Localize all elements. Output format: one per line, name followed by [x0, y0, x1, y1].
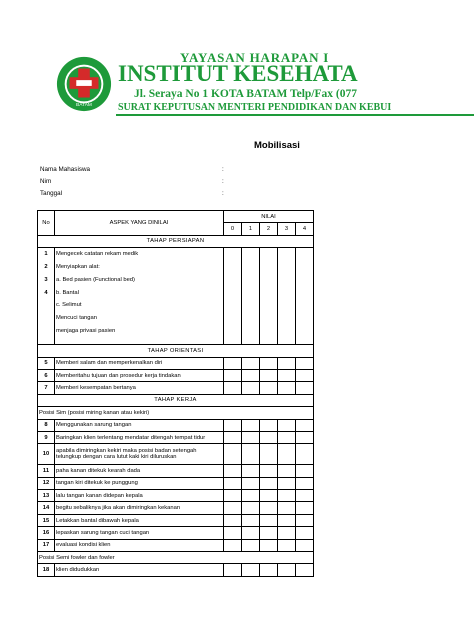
- cell-line: telungkup dengan cara lutut kaki kiri diluruskan: [56, 454, 177, 461]
- score-cell[interactable]: [296, 502, 314, 514]
- institute-logo: [55, 55, 113, 113]
- score-cell[interactable]: [278, 502, 296, 514]
- row-text: evaluasi kondisi klien: [55, 539, 224, 551]
- score-cell[interactable]: [242, 502, 260, 514]
- subsection-posisi-sim: Posisi Sim (posisi miring kanan atau kekiri): [38, 407, 314, 419]
- score-cell[interactable]: [296, 527, 314, 539]
- score-cell[interactable]: [242, 514, 260, 526]
- row-number: 7: [38, 382, 55, 394]
- info-label: Nama Mahasiswa: [40, 166, 91, 173]
- row-number: 12: [38, 477, 55, 489]
- score-cell[interactable]: [260, 248, 278, 345]
- score-cell[interactable]: [296, 490, 314, 502]
- page-title: Mobilisasi: [254, 140, 300, 151]
- cell-line: Mengecek catatan rekam medik: [56, 251, 139, 258]
- score-2-header: 2: [260, 223, 278, 235]
- score-cell[interactable]: [242, 419, 260, 431]
- score-cell[interactable]: [260, 477, 278, 489]
- header-nilai: NILAI: [224, 211, 314, 223]
- cell-line: Menyiapkan alat:: [56, 263, 100, 270]
- score-cell[interactable]: [242, 357, 260, 369]
- row-number: 11: [38, 465, 55, 477]
- score-cell[interactable]: [224, 564, 242, 576]
- score-cell[interactable]: [224, 248, 242, 345]
- score-cell[interactable]: [260, 539, 278, 551]
- score-cell[interactable]: [278, 444, 296, 465]
- cell-line: menjaga privasi pasien: [56, 327, 116, 334]
- score-cell[interactable]: [278, 477, 296, 489]
- cell-line: c. Selimut: [56, 302, 82, 309]
- score-cell[interactable]: [296, 564, 314, 576]
- score-cell[interactable]: [296, 369, 314, 381]
- header-aspek: ASPEK YANG DINILAI: [55, 211, 224, 236]
- score-cell[interactable]: [242, 490, 260, 502]
- score-cell[interactable]: [296, 539, 314, 551]
- row-text: paha kanan ditekuk kearah dada: [55, 465, 224, 477]
- score-cell[interactable]: [224, 527, 242, 539]
- score-cell[interactable]: [224, 369, 242, 381]
- score-cell[interactable]: [278, 490, 296, 502]
- score-cell[interactable]: [242, 527, 260, 539]
- subsection-posisi-fowler: Posisi Semi fowler dan fowler: [38, 552, 314, 564]
- score-cell[interactable]: [278, 248, 296, 345]
- info-row-tanggal: Tanggal :: [40, 190, 224, 197]
- score-cell[interactable]: [278, 357, 296, 369]
- score-cell[interactable]: [224, 431, 242, 443]
- score-cell[interactable]: [296, 444, 314, 465]
- score-cell[interactable]: [278, 369, 296, 381]
- info-row-nama: Nama Mahasiswa :: [40, 166, 224, 173]
- row-number: 8: [38, 419, 55, 431]
- row-text: begitu sebaliknya jika akan dimiringkan kekanan: [55, 502, 224, 514]
- persiapan-numbers: [38, 248, 55, 345]
- info-label: Tanggal: [40, 190, 63, 197]
- score-cell[interactable]: [296, 419, 314, 431]
- row-text: Memberitahu tujuan dan prosedur kerja tindakan: [55, 369, 224, 381]
- score-cell[interactable]: [296, 431, 314, 443]
- score-cell[interactable]: [278, 514, 296, 526]
- score-cell[interactable]: [296, 357, 314, 369]
- row-text: lalu tangan kanan didepan kepala: [55, 490, 224, 502]
- score-cell[interactable]: [278, 431, 296, 443]
- score-cell[interactable]: [242, 477, 260, 489]
- row-number: 6: [38, 369, 55, 381]
- decree-line: SURAT KEPUTUSAN MENTERI PENDIDIKAN DAN KEBUI: [118, 102, 392, 113]
- score-cell[interactable]: [296, 382, 314, 394]
- row-number: 15: [38, 514, 55, 526]
- score-cell[interactable]: [224, 477, 242, 489]
- row-text: Letakkan bantal dibawah kepala: [55, 514, 224, 526]
- score-cell[interactable]: [296, 248, 314, 345]
- score-cell[interactable]: [242, 564, 260, 576]
- score-cell[interactable]: [242, 248, 260, 345]
- row-number: 14: [38, 502, 55, 514]
- score-cell[interactable]: [296, 514, 314, 526]
- score-cell[interactable]: [260, 564, 278, 576]
- score-cell[interactable]: [260, 490, 278, 502]
- cell-line: 4: [44, 289, 48, 296]
- row-text: Baringkan klien terlentang mendatar ditengah tempat tidur: [55, 431, 224, 443]
- cell-line: 3: [44, 276, 48, 283]
- score-cell[interactable]: [224, 514, 242, 526]
- score-4-header: 4: [296, 223, 314, 235]
- score-cell[interactable]: [224, 357, 242, 369]
- score-cell[interactable]: [278, 539, 296, 551]
- cell-line: apabila dimiringkan kekiri maka posisi badan setengah: [56, 448, 197, 455]
- score-cell[interactable]: [260, 419, 278, 431]
- assessment-table: [37, 210, 314, 577]
- score-cell[interactable]: [224, 444, 242, 465]
- row-number: 10: [38, 444, 55, 465]
- header-divider: [116, 114, 474, 116]
- score-cell[interactable]: [242, 444, 260, 465]
- score-cell[interactable]: [278, 527, 296, 539]
- row-text: Memberi salam dan memperkenalkan diri: [55, 357, 224, 369]
- row-text: tangan kiri ditekuk ke punggung: [55, 477, 224, 489]
- score-cell[interactable]: [224, 490, 242, 502]
- score-cell[interactable]: [296, 477, 314, 489]
- score-cell[interactable]: [224, 465, 242, 477]
- score-cell[interactable]: [296, 465, 314, 477]
- score-cell[interactable]: [224, 382, 242, 394]
- score-cell[interactable]: [278, 564, 296, 576]
- score-cell[interactable]: [260, 357, 278, 369]
- row-number: 17: [38, 539, 55, 551]
- score-cell[interactable]: [260, 502, 278, 514]
- info-row-nim: Nim :: [40, 178, 224, 185]
- row-text: klien didudukkan: [55, 564, 224, 576]
- section-orientasi: TAHAP ORIENTASI: [38, 345, 314, 357]
- score-cell[interactable]: [278, 382, 296, 394]
- persiapan-items: [55, 248, 224, 345]
- row-number: 18: [38, 564, 55, 576]
- logo-text: BATAM: [76, 103, 92, 109]
- section-kerja: TAHAP KERJA: [38, 394, 314, 406]
- cell-line: b. Bantal: [56, 289, 79, 296]
- row-number: 5: [38, 357, 55, 369]
- score-1-header: 1: [242, 223, 260, 235]
- row-text: lepaskan sarung tangan cuci tangan: [55, 527, 224, 539]
- header-no: No: [38, 211, 55, 236]
- score-cell[interactable]: [260, 514, 278, 526]
- score-cell[interactable]: [260, 382, 278, 394]
- cell-line: 2: [44, 263, 48, 270]
- cell-line: a. Bed pasien (Functional bed): [56, 276, 135, 283]
- score-cell[interactable]: [242, 539, 260, 551]
- score-cell[interactable]: [278, 419, 296, 431]
- score-cell[interactable]: [260, 444, 278, 465]
- row-text: [55, 444, 224, 465]
- row-number: 13: [38, 490, 55, 502]
- score-cell[interactable]: [260, 465, 278, 477]
- score-cell[interactable]: [242, 465, 260, 477]
- row-number: 16: [38, 527, 55, 539]
- score-3-header: 3: [278, 223, 296, 235]
- score-cell[interactable]: [260, 527, 278, 539]
- row-number: 9: [38, 431, 55, 443]
- score-cell[interactable]: [260, 369, 278, 381]
- cell-line: 1: [44, 251, 48, 258]
- score-0-header: 0: [224, 223, 242, 235]
- score-cell[interactable]: [224, 419, 242, 431]
- score-cell[interactable]: [260, 431, 278, 443]
- institute-name: INSTITUT KESEHATA: [118, 61, 358, 86]
- info-label: Nim: [40, 178, 52, 185]
- score-cell[interactable]: [242, 382, 260, 394]
- section-persiapan: TAHAP PERSIAPAN: [38, 235, 314, 247]
- row-text: Menggunakan sarung tangan: [55, 419, 224, 431]
- row-text: Memberi kesempatan bertanya: [55, 382, 224, 394]
- institute-address: Jl. Seraya No 1 KOTA BATAM Telp/Fax (077: [134, 88, 357, 100]
- score-cell[interactable]: [242, 431, 260, 443]
- score-cell[interactable]: [278, 465, 296, 477]
- score-cell[interactable]: [224, 539, 242, 551]
- cell-line: Mencuci tangan: [56, 315, 97, 322]
- score-cell[interactable]: [224, 502, 242, 514]
- foundation-name: YAYASAN HARAPAN I: [180, 50, 330, 65]
- score-cell[interactable]: [242, 369, 260, 381]
